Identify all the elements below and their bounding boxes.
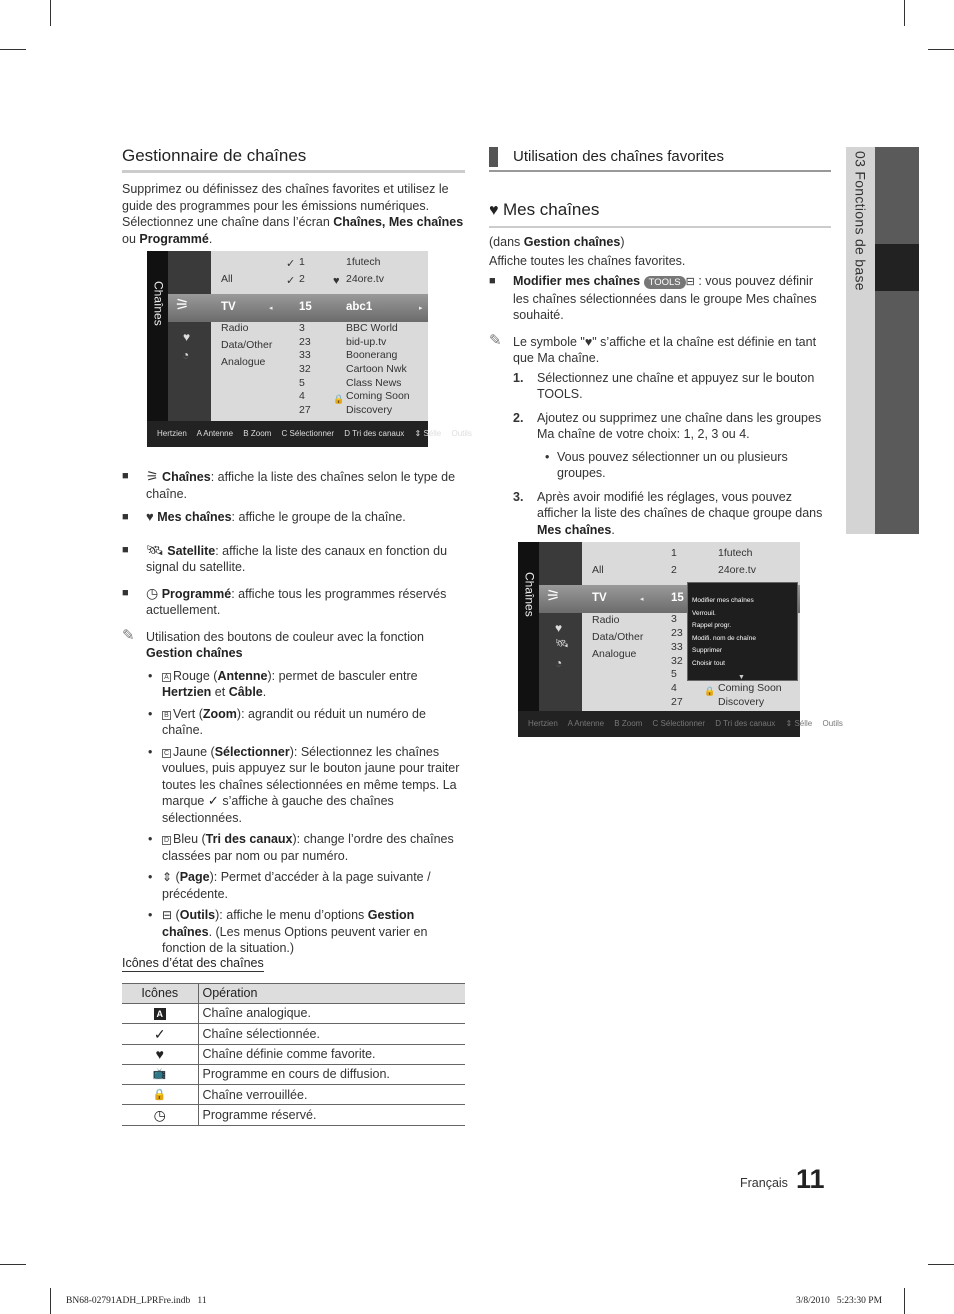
- check-icon: ✓: [122, 1024, 198, 1044]
- footer-item: B Zoom: [243, 429, 272, 438]
- lock-icon: 🔒: [333, 394, 345, 404]
- step-3: [489, 489, 831, 539]
- status-icons-table: [122, 983, 465, 1126]
- sub-text: .: [262, 685, 267, 699]
- bullet-text: : affiche le groupe de la chaîne.: [231, 510, 406, 524]
- square-bullet-icon: ■: [122, 543, 129, 556]
- bullet-favorites: [122, 509, 465, 526]
- channels-icon: ⚞: [146, 468, 159, 484]
- table-row: [122, 1044, 465, 1064]
- step-text: Sélectionnez une chaîne et appuyez sur le bouton: [537, 370, 815, 385]
- arrow-right-icon: ▸: [419, 305, 423, 312]
- ch-num: 27: [299, 404, 311, 416]
- footer-item: Outils: [822, 719, 843, 728]
- bullet-text: : affiche la liste des canaux en fonction du signal du satellite.: [146, 543, 448, 574]
- heart-icon: ♥: [183, 330, 191, 344]
- sub-text: Jaune (: [173, 744, 215, 759]
- ch-name: 24ore.tv: [346, 273, 384, 285]
- pencil-note-icon: ✎: [122, 626, 135, 644]
- satellite-icon: 🛰: [555, 638, 569, 650]
- ch-num: 27: [671, 696, 683, 708]
- sub-text: ): affiche le menu d’options: [215, 908, 368, 922]
- bullet-term: Programmé: [161, 586, 232, 601]
- status-icons-section: [122, 955, 465, 1126]
- footer-item: Hertzien: [528, 719, 558, 728]
- text: (dans: [489, 235, 524, 249]
- title-text: Mes chaînes: [502, 200, 600, 219]
- intro-text: .: [208, 231, 213, 246]
- step-2-subnote: • Vous pouvez sélectionner un ou plusieurs groupes.: [545, 449, 788, 480]
- sub-text: . (Les menus Options peuvent varier en fonction de la situation.): [162, 924, 428, 955]
- table-row: [122, 1024, 465, 1044]
- table-header: Icônes: [122, 984, 198, 1004]
- ch-name: BBC World: [346, 322, 398, 334]
- ch-name: 1futech: [718, 547, 753, 559]
- heart-icon: ♥: [333, 275, 340, 287]
- section-title: Gestionnaire de chaînes: [122, 146, 465, 173]
- table-cell: Programme réservé.: [198, 1105, 465, 1125]
- subnote-text: Vous pouvez sélectionner un ou plusieurs groupes.: [557, 449, 788, 480]
- bullet-term: Modifier mes chaînes: [513, 274, 641, 288]
- channel-list-screen: [147, 251, 472, 447]
- channels-icon: ⚞: [175, 297, 190, 314]
- ch-num: 32: [671, 655, 683, 667]
- analog-glyph: A: [154, 1008, 166, 1020]
- sub-bold: Antenne: [217, 668, 268, 683]
- square-bullet-icon: ■: [489, 275, 496, 287]
- clock-icon: ◔: [555, 656, 563, 670]
- table-row: [122, 1085, 465, 1105]
- ch-name: 1futech: [346, 256, 381, 268]
- bullet-channels: [122, 468, 465, 502]
- ch-name: Discovery: [718, 696, 765, 708]
- sub-green: • B Vert (Zoom): agrandit ou réduit un numéro de chaîne.: [148, 706, 426, 737]
- table-cell: Chaîne verrouillée.: [198, 1085, 465, 1105]
- sub-bold: Outils: [179, 908, 216, 922]
- step-bold: Mes chaînes: [537, 522, 612, 537]
- sub-bold: Câble: [228, 685, 263, 699]
- ch-num: 1: [671, 547, 677, 559]
- sub-page: • ⇕ (Page): Permet d’accéder à la page suivante / précédente.: [148, 870, 431, 901]
- heart-icon: ♥: [122, 1044, 198, 1064]
- bullet-modify: [489, 273, 831, 324]
- tools-icon: ⊟: [162, 908, 173, 922]
- left-column: [122, 146, 465, 247]
- group-radio: Radio: [592, 614, 620, 626]
- group-all: All: [592, 564, 604, 576]
- tv-icon: 📺: [122, 1064, 198, 1084]
- ch-num: 33: [671, 641, 683, 653]
- square-bullet-icon: ■: [122, 586, 129, 599]
- ch-name: Cartoon Nwk: [346, 363, 407, 375]
- ch-name: abc1: [346, 301, 373, 313]
- ch-name: 24ore.tv: [718, 564, 756, 576]
- sub-text: Rouge (: [173, 668, 218, 683]
- sub-text: Vert (: [173, 706, 203, 721]
- ch-num: 32: [299, 363, 311, 375]
- sub-text: ): permet de basculer entre: [267, 668, 418, 683]
- group-all: All: [221, 273, 233, 285]
- ch-num: 3: [671, 613, 677, 625]
- bold-text: Gestion chaînes: [523, 235, 621, 249]
- ch-name: bid-up.tv: [346, 336, 387, 348]
- group-data: Data/Other: [221, 339, 273, 351]
- context-line: [489, 234, 831, 251]
- footer-item: Outils: [451, 429, 472, 438]
- sub-text: ): agrandit ou réduit un numéro de chaîne.: [162, 706, 426, 737]
- sub-text: ): Permet d’accéder à la page suivante / précédente.: [162, 870, 431, 901]
- check-icon: ✓: [207, 793, 223, 808]
- sub-text: (: [175, 908, 180, 922]
- note-heart-symbol: [489, 331, 831, 367]
- ch-name: Discovery: [346, 404, 393, 416]
- footer-item: C Sélectionner: [281, 429, 335, 438]
- footer-item: ⇕ Sélle: [785, 719, 813, 728]
- tools-popup-menu: [687, 582, 798, 681]
- arrow-left-icon: ◂: [269, 305, 273, 312]
- page-updown-icon: ⇕: [162, 870, 173, 884]
- channels-icon: ⚞: [546, 588, 561, 605]
- ch-num: 2: [299, 273, 305, 285]
- footer-item: A Antenne: [567, 719, 605, 728]
- table-title: Icônes d’état des chaînes: [122, 956, 264, 970]
- group-tv: TV: [592, 592, 607, 604]
- tools-badge: TOOLS: [644, 276, 686, 289]
- bullet-term: Chaînes: [162, 470, 211, 484]
- heart-icon: ♥: [489, 202, 503, 219]
- ch-num: 5: [671, 668, 677, 680]
- feature-list: [122, 460, 465, 957]
- check-icon: ✓: [286, 275, 296, 287]
- step-text: .: [611, 522, 615, 537]
- heart-icon: ♥: [555, 621, 563, 635]
- ch-num: 1: [299, 256, 305, 268]
- ch-num: 5: [299, 377, 305, 389]
- step-2: [489, 410, 831, 443]
- timer-icon: ◷: [146, 584, 159, 601]
- bullet-text: : affiche la liste des chaînes selon le type de chaîne.: [146, 470, 456, 501]
- note-text: Le symbole "♥" s’affiche et la chaîne est définie en tant que Ma chaîne.: [513, 334, 817, 365]
- ch-num: 33: [299, 349, 311, 361]
- step-number: 3.: [513, 489, 524, 504]
- intro-text: ou: [122, 231, 140, 246]
- ch-name: Class News: [346, 377, 402, 389]
- intro-bold: Programmé: [139, 231, 209, 246]
- scroll-down-icon[interactable]: ▼: [738, 674, 745, 681]
- step-number: 2.: [513, 410, 524, 425]
- table-cell: Chaîne définie comme favorite.: [198, 1044, 465, 1064]
- square-bullet-icon: ■: [122, 511, 129, 523]
- sub-red: • A Rouge (Antenne): permet de basculer entre Hertzien et Câble.: [148, 668, 418, 699]
- pencil-note-icon: ✎: [489, 331, 502, 349]
- bullet-text: : affiche tous les programmes réservés actuellement.: [146, 586, 447, 617]
- bullet-term: Satellite: [167, 543, 216, 558]
- ch-num: 3: [299, 322, 305, 334]
- menu-item-delete[interactable]: Supprimer: [692, 647, 722, 654]
- tab-dark-strip: [875, 147, 919, 534]
- note-color-buttons: [122, 626, 465, 662]
- group-tv: TV: [221, 301, 236, 313]
- bullet-text: : vous pouvez définir les chaînes sélectionnées dans le groupe Mes chaînes souhaité.: [513, 274, 817, 322]
- screen-label: Chaînes: [522, 572, 537, 617]
- footer-item: Hertzien: [157, 429, 187, 438]
- group-analogue: Analogue: [592, 648, 637, 660]
- chapter-tab: [846, 147, 919, 534]
- section-heading: Utilisation des chaînes favorites: [489, 146, 831, 172]
- chapter-label: 03 Fonctions de base: [852, 151, 869, 291]
- bullet-term: Mes chaînes: [157, 510, 232, 524]
- tools-icon: ⊟: [685, 276, 695, 288]
- page-number: 11: [796, 1164, 825, 1194]
- lock-icon: 🔒: [122, 1085, 198, 1105]
- screen-sidebar: [147, 251, 168, 447]
- note-text: Utilisation des boutons de couleur avec la fonction: [146, 629, 424, 644]
- ch-name: Coming Soon: [718, 682, 782, 694]
- footer-item: D Tri des canaux: [715, 719, 776, 728]
- sub-text: ): Sélectionnez les chaînes voulues, puis appuyez sur le bouton jaune pour traiter toutes les chaînes sélectionnées en même temps. La marque: [162, 744, 460, 808]
- step-1: [489, 370, 831, 403]
- intro-bold: Chaînes, Mes chaînes: [333, 215, 464, 229]
- sub-text: et: [211, 685, 229, 699]
- step-text: .: [579, 387, 583, 401]
- footer-item: C Sélectionner: [652, 719, 706, 728]
- screen-footer: [147, 421, 472, 447]
- step-text: Ajoutez ou supprimez une chaîne dans les groupes Ma chaîne de votre choix: 1, 2, 3 ou 4.: [537, 410, 822, 441]
- table-row: [122, 1004, 465, 1024]
- sub-yellow: • C Jaune (Sélectionner): Sélectionnez les chaînes voulues, puis appuyez sur le bouton jaune pour traiter toutes les chaînes sélectionnées en même temps. La marque ✓ s’affiche à gauche des chaînes sélectionnées.: [148, 744, 460, 825]
- sub-text: (: [175, 870, 180, 884]
- clock-icon: ◔: [182, 348, 190, 362]
- step-text: Après avoir modifié les réglages, vous pouvez afficher la liste des chaînes de chaque groupe dans: [537, 489, 823, 520]
- intro-text: Supprimez ou définissez des chaînes favorites et utilisez le guide des programmes pour les émissions numériques. Sélectionnez une chaîne dans l’écran: [122, 182, 449, 229]
- ch-num: 15: [299, 301, 312, 313]
- sub-text: s’affiche à gauche des chaînes sélectionnées.: [162, 794, 394, 825]
- check-icon: ✓: [286, 258, 296, 270]
- screen-footer: [518, 711, 843, 737]
- square-bullet-icon: ■: [122, 470, 129, 482]
- table-cell: Programme en cours de diffusion.: [198, 1064, 465, 1084]
- sub-bold: Page: [179, 870, 210, 884]
- sub-bold: Gestion chaînes: [162, 908, 415, 939]
- right-column: [489, 146, 831, 538]
- key-d-icon: D: [163, 837, 170, 844]
- heart-icon: ♥: [146, 509, 154, 524]
- sub-bold: Hertzien: [162, 685, 212, 699]
- sub-tools: • ⊟ (Outils): affiche le menu d’options Gestion chaînes. (Les menus Options peuvent varier en fonction de la situation.): [148, 908, 428, 955]
- menu-item-rename[interactable]: Modifi. nom de chaîne: [692, 635, 756, 642]
- key-b-icon: B: [162, 711, 171, 720]
- table-cell: Chaîne sélectionnée.: [198, 1024, 465, 1044]
- table-header: Opération: [198, 984, 465, 1004]
- table-row: [122, 1064, 465, 1084]
- table-row: [122, 1105, 465, 1125]
- analog-icon: [122, 1004, 198, 1024]
- table-cell: Chaîne analogique.: [198, 1004, 465, 1024]
- mes-chaines-title: [489, 200, 831, 228]
- sub-bold: Zoom: [202, 706, 237, 721]
- sub-blue: • D Bleu (Tri des canaux): change l’ordre des chaînes classées par nom ou par numéro.: [148, 832, 454, 863]
- sub-text: ): change l’ordre des chaînes classées par nom ou par numéro.: [162, 832, 454, 863]
- print-file-info: BN68-02791ADH_LPRFre.indb 11: [66, 1296, 207, 1306]
- sub-bold: Tri des canaux: [205, 832, 293, 846]
- ch-num: 2: [671, 564, 677, 576]
- selected-row: [168, 294, 428, 322]
- menu-item-lock[interactable]: Verrouil.: [692, 610, 716, 617]
- satellite-icon: 🛰: [146, 541, 164, 558]
- footer-item: D Tri des canaux: [344, 429, 405, 438]
- ch-num: 23: [299, 336, 311, 348]
- clock-icon: ◷: [122, 1105, 198, 1125]
- description: Affiche toutes les chaînes favorites.: [489, 253, 686, 268]
- lock-icon: 🔒: [704, 686, 716, 696]
- sub-text: Bleu (: [173, 832, 206, 846]
- screen-sidebar: [518, 542, 539, 737]
- ch-num: 4: [671, 682, 677, 694]
- sub-bold: Sélectionner: [214, 744, 290, 759]
- intro-paragraph: [122, 181, 465, 247]
- menu-item-timer[interactable]: Rappel progr.: [692, 622, 732, 629]
- tools-menu-screen: [518, 542, 843, 737]
- table-header-row: [122, 984, 465, 1004]
- print-date: 3/8/2010 5:23:30 PM: [796, 1296, 883, 1306]
- bullet-scheduled: [122, 585, 465, 619]
- ch-num: 15: [671, 592, 684, 604]
- group-data: Data/Other: [592, 631, 644, 643]
- menu-item-select-all[interactable]: Choisir tout: [692, 660, 725, 667]
- ch-name: Boonerang: [346, 349, 398, 361]
- language-label: Français: [740, 1176, 788, 1190]
- screen-label: Chaînes: [151, 281, 166, 326]
- key-c-icon: C: [163, 749, 170, 757]
- footer-item: B Zoom: [614, 719, 643, 728]
- group-analogue: Analogue: [221, 356, 266, 368]
- ch-name: Coming Soon: [346, 390, 410, 402]
- note-bold: Gestion chaînes: [146, 646, 243, 660]
- key-a-icon: A: [162, 673, 171, 682]
- menu-item-modify-favorites[interactable]: Modifier mes chaînes: [692, 597, 754, 604]
- step-number: 1.: [513, 370, 524, 385]
- bullet-satellite: [122, 542, 465, 576]
- group-radio: Radio: [221, 322, 249, 334]
- ch-num: 23: [671, 627, 683, 639]
- text: ): [620, 235, 625, 249]
- footer-item: A Antenne: [196, 429, 234, 438]
- arrow-left-icon: ◂: [640, 596, 644, 603]
- step-text: TOOLS: [537, 387, 580, 401]
- ch-num: 4: [299, 390, 305, 402]
- footer-item: ⇕ Sélle: [414, 429, 442, 438]
- tab-current-marker: [875, 244, 919, 291]
